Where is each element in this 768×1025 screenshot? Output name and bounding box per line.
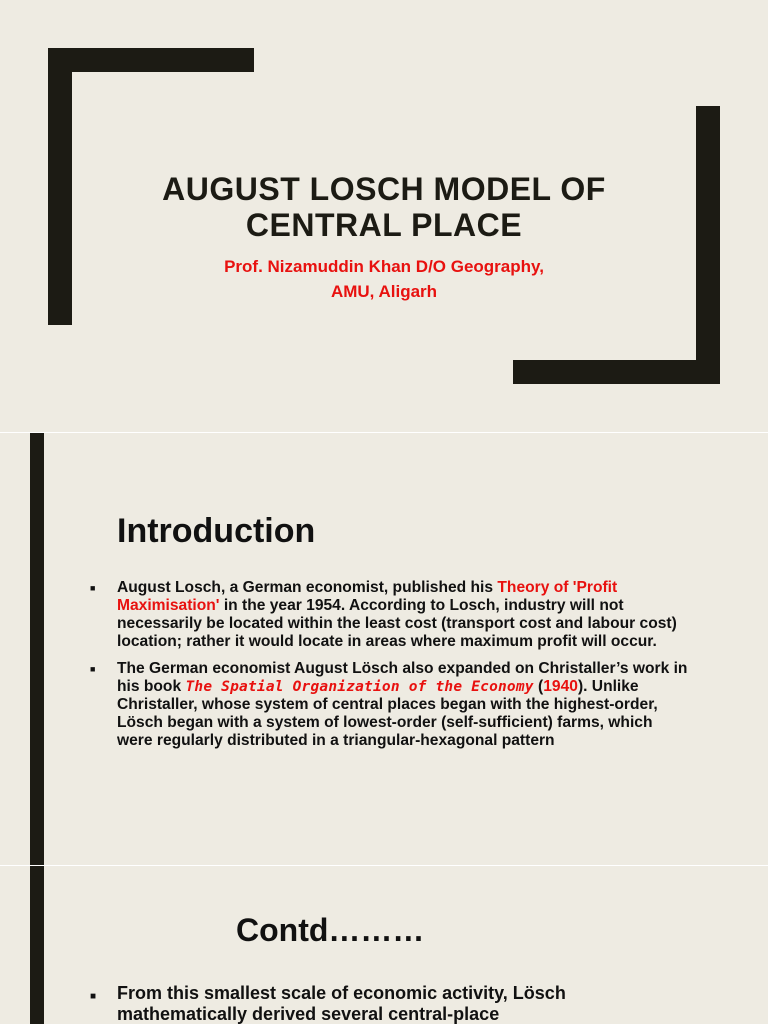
subtitle-line-1: Prof. Nizamuddin Khan D/O Geography, xyxy=(224,257,544,276)
frame-top-left-vertical xyxy=(48,48,72,325)
subtitle-line-2: AMU, Aligarh xyxy=(330,282,438,301)
bullet-text: , a German economist, published his xyxy=(220,579,498,596)
frame-top-left-horizontal xyxy=(48,48,254,72)
theory-name: Theory of 'Profit Maximisation' xyxy=(117,579,618,614)
title-line-1: AUGUST LOSCH MODEL OF xyxy=(162,171,606,207)
list-item: ■ From this smallest scale of economic activity, Lösch mathematically derived several central-place xyxy=(90,983,700,1025)
slide-title xyxy=(90,171,678,243)
bullet-text: ). Unlike Christaller, whose system of central places began with the highest-order, Lösch began with a system of lowest-order (self-sufficient) farms, which were regularly distributed in a triangular-hexagonal pattern xyxy=(117,678,658,749)
left-accent-bar xyxy=(30,433,44,865)
left-accent-bar xyxy=(30,866,44,1024)
contd-bullet-list xyxy=(90,983,700,1025)
bullet-text: in the year 1954. According to xyxy=(219,597,450,614)
frame-bottom-right-horizontal xyxy=(513,360,720,384)
list-item xyxy=(90,660,690,750)
author-short-name: Losch xyxy=(449,597,496,614)
book-year: 1940 xyxy=(543,678,578,695)
bullet-text: ( xyxy=(533,678,544,695)
introduction-heading: Introduction xyxy=(117,512,316,550)
introduction-bullet-list xyxy=(90,579,690,759)
author-name: August Losch xyxy=(117,579,221,596)
list-item xyxy=(90,579,690,651)
bullet-text: , industry will not necessarily be located within the least cost (transport cost and labour cost) location; rather it would locate in areas where maximum profit will occur. xyxy=(117,597,677,650)
book-title: The Spatial Organization of the Economy xyxy=(185,679,534,695)
title-slide xyxy=(0,0,768,432)
title-line-2: CENTRAL PLACE xyxy=(245,207,523,243)
slide-subtitle xyxy=(90,254,678,304)
contd-heading: Contd……… xyxy=(236,912,425,948)
bullet-text: The German economist August Lösch also expanded on Christaller’s work in his book xyxy=(117,660,688,695)
frame-bottom-right-vertical xyxy=(696,106,720,384)
